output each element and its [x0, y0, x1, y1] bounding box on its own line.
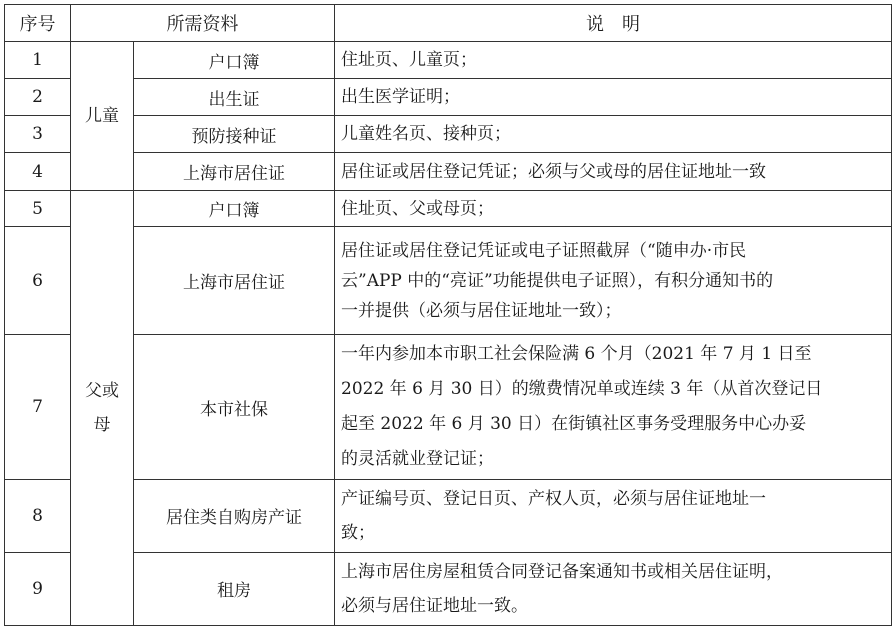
- description-line: 住址页、儿童页；: [341, 50, 477, 71]
- description-line: 儿童姓名页、接种页；: [341, 124, 511, 145]
- description-line: 的灵活就业登记证；: [341, 449, 494, 470]
- description-line: 居住证或居住登记凭证；必须与父或母的居住证地址一致: [341, 161, 766, 182]
- material-name: 租房: [134, 552, 335, 625]
- table-row: [5, 79, 892, 116]
- material-description: [335, 479, 892, 552]
- material-name: 户口簿: [134, 191, 335, 227]
- material-description: [335, 552, 892, 625]
- table-row: [5, 552, 892, 625]
- description-line: 致；: [341, 522, 375, 543]
- material-name: 预防接种证: [134, 116, 335, 153]
- material-description: [335, 153, 892, 191]
- row-number: 8: [5, 479, 71, 552]
- table-row: [5, 42, 892, 79]
- material-description: [335, 191, 892, 227]
- header-required-materials: 所需资料: [71, 5, 335, 42]
- description-line: 一并提供（必须与居住证地址一致）；: [341, 300, 622, 321]
- row-number: 3: [5, 116, 71, 153]
- row-number: 1: [5, 42, 71, 79]
- description-line: 一年内参加本市职工社会保险满 6 个月（2021 年 7 月 1 日至: [341, 344, 812, 365]
- row-number: 2: [5, 79, 71, 116]
- row-number: 4: [5, 153, 71, 191]
- description-line: 上海市居住房屋租赁合同登记备案通知书或相关居住证明，: [341, 561, 783, 582]
- table-row: [5, 116, 892, 153]
- header-serial-number: 序号: [5, 5, 71, 42]
- table-row: [5, 153, 892, 191]
- description-line: 2022 年 6 月 30 日）的缴费情况单或连续 3 年（从首次登记日: [341, 379, 823, 400]
- description-line: 住址页、父或母页；: [341, 198, 494, 219]
- material-name: 上海市居住证: [134, 227, 335, 335]
- description-line: 产证编号页、登记日页、产权人页，必须与居住证地址一: [341, 488, 766, 509]
- header-description: 说 明: [335, 5, 892, 42]
- table-row: [5, 191, 892, 227]
- material-name: 居住类自购房产证: [134, 479, 335, 552]
- description-line: 起至 2022 年 6 月 30 日）在街镇社区事务受理服务中心办妥: [341, 414, 807, 435]
- material-name: 户口簿: [134, 42, 335, 79]
- group-label-line: 父或: [85, 381, 119, 402]
- material-name: 本市社保: [134, 335, 335, 479]
- material-description: [335, 335, 892, 479]
- row-number: 9: [5, 552, 71, 625]
- description-line: 必须与居住证地址一致。: [341, 595, 528, 616]
- row-number: 7: [5, 335, 71, 479]
- material-description: [335, 79, 892, 116]
- table-row: [5, 335, 892, 479]
- group-label-line: 母: [93, 415, 111, 436]
- header-row: [5, 5, 892, 42]
- row-number: 6: [5, 227, 71, 335]
- table-row: [5, 479, 892, 552]
- description-line: 出生医学证明；: [341, 87, 460, 108]
- material-description: [335, 116, 892, 153]
- table-row: [5, 227, 892, 335]
- description-line: 居住证或居住登记凭证或电子证照截屏（“随申办·市民: [341, 240, 747, 261]
- row-number: 5: [5, 191, 71, 227]
- group-label-parent: [71, 191, 134, 626]
- material-description: [335, 42, 892, 79]
- material-name: 出生证: [134, 79, 335, 116]
- description-line: 云”APP 中的“亮证”功能提供电子证照），有积分通知书的: [341, 270, 774, 291]
- material-name: 上海市居住证: [134, 153, 335, 191]
- group-label-child: 儿童: [71, 42, 134, 191]
- material-description: [335, 227, 892, 335]
- requirements-table: [4, 4, 892, 626]
